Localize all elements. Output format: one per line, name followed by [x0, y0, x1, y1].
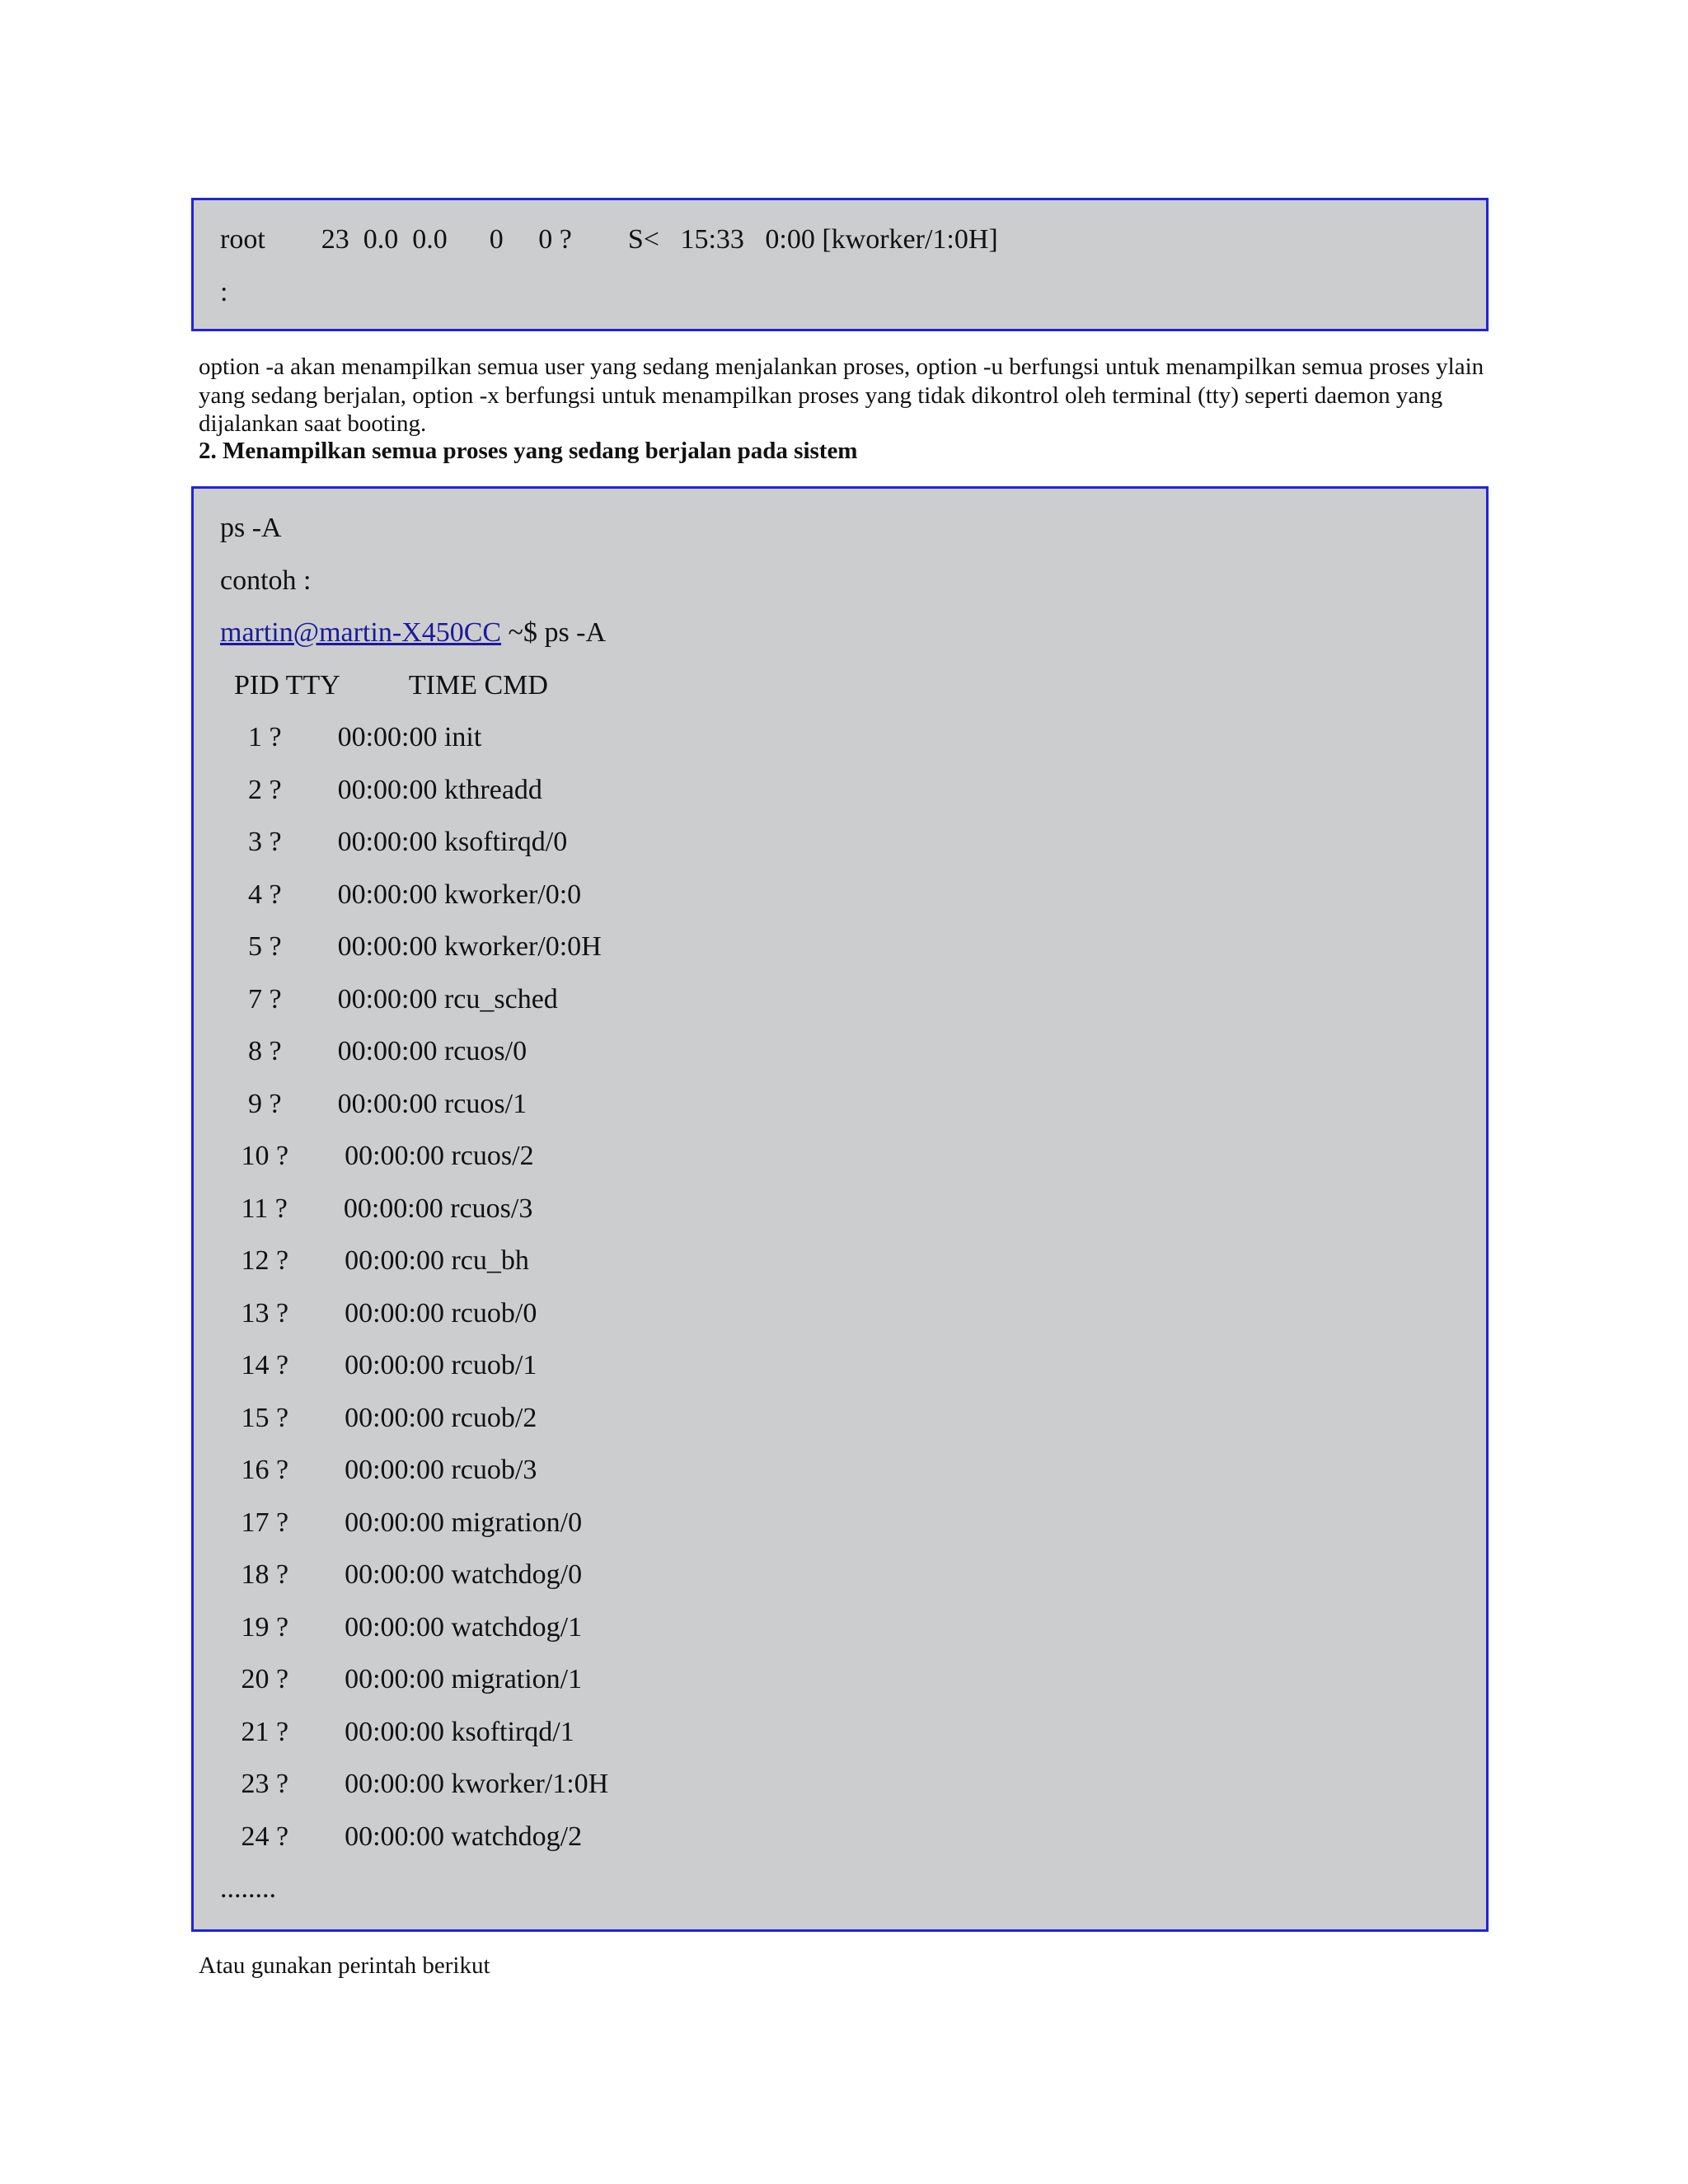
process-table-rows — [220, 711, 1486, 1863]
process-row: 18 ? 00:00:00 watchdog/0 — [220, 1559, 583, 1590]
process-row: 1 ? 00:00:00 init — [220, 722, 482, 752]
section-heading: 2. Menampilkan semua proses yang sedang berjalan pada sistem — [199, 438, 858, 464]
process-row: 8 ? 00:00:00 rcuos/0 — [220, 1036, 528, 1066]
process-row: 9 ? 00:00:00 rcuos/1 — [220, 1088, 528, 1119]
process-row: 2 ? 00:00:00 kthreadd — [220, 774, 542, 805]
process-row: 5 ? 00:00:00 kworker/0:0H — [220, 931, 602, 962]
process-row: 4 ? 00:00:00 kworker/0:0 — [220, 879, 582, 910]
example-label: contoh : — [220, 565, 312, 596]
process-row: 3 ? 00:00:00 ksoftirqd/0 — [220, 827, 568, 857]
process-table-header: PID TTY TIME CMD — [220, 669, 548, 701]
code-line: : — [220, 276, 228, 307]
process-row: 19 ? 00:00:00 watchdog/1 — [220, 1611, 583, 1643]
prompt-line — [220, 607, 1486, 659]
ellipsis-line: ........ — [220, 1873, 276, 1904]
process-row: 11 ? 00:00:00 rcuos/3 — [220, 1193, 533, 1224]
code-block-ps-A — [191, 486, 1489, 1932]
option-explanation-paragraph: option -a akan menampilkan semua user yang sedang menjalankan proses, option -u berfungsi untuk menampilkan semua proses ylain yang sedang berjalan, option -x berfungsi untuk menampilkan proses yang tidak dikontrol oleh terminal (tty) seperti daemon yang dijalankan saat booting. — [199, 354, 1484, 437]
process-row: 16 ? 00:00:00 rcuob/3 — [220, 1455, 537, 1485]
code-block-ps-aux-tail — [191, 198, 1489, 331]
prompt-user-link[interactable]: martin@martin-X450CC — [220, 617, 502, 648]
process-row: 10 ? 00:00:00 rcuos/2 — [220, 1141, 534, 1171]
process-row: 7 ? 00:00:00 rcu_sched — [220, 983, 558, 1015]
process-row: 13 ? 00:00:00 rcuob/0 — [220, 1297, 537, 1329]
process-row: 15 ? 00:00:00 rcuob/2 — [220, 1402, 537, 1433]
process-row: 20 ? 00:00:00 migration/1 — [220, 1664, 583, 1694]
process-row: 24 ? 00:00:00 watchdog/2 — [220, 1821, 583, 1852]
closing-paragraph: Atau gunakan perintah berikut — [199, 1952, 490, 1979]
process-row: 12 ? 00:00:00 rcu_bh — [220, 1245, 529, 1276]
process-row: 14 ? 00:00:00 rcuob/1 — [220, 1350, 537, 1380]
process-row: 21 ? 00:00:00 ksoftirqd/1 — [220, 1716, 574, 1747]
process-row: 17 ? 00:00:00 migration/0 — [220, 1507, 583, 1538]
process-row: 23 ? 00:00:00 kworker/1:0H — [220, 1769, 609, 1799]
prompt-command: ~$ ps -A — [501, 617, 607, 648]
code-line: root 23 0.0 0.0 0 0 ? S< 15:33 0:00 [kworker/1:0H] — [220, 224, 998, 255]
command-line: ps -A — [220, 513, 282, 543]
